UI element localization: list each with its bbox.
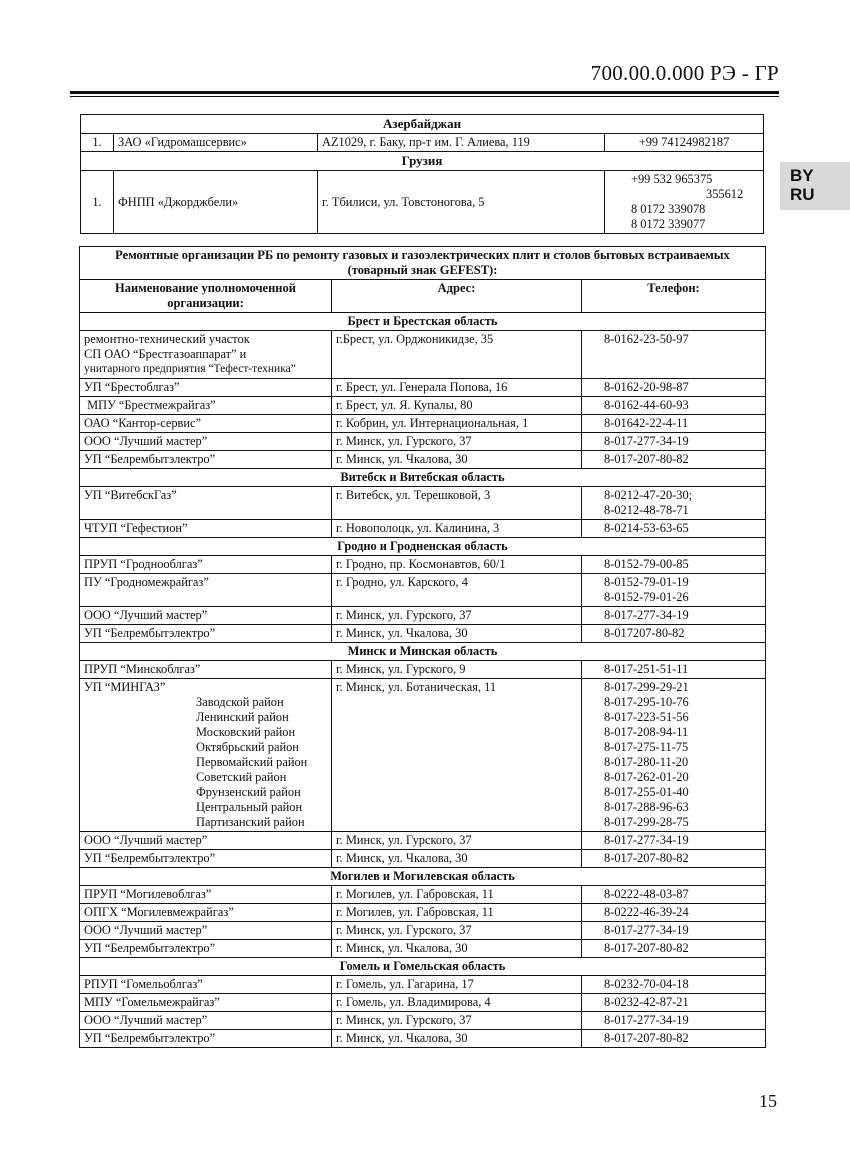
org-address: г. Минск, ул. Чкалова, 30: [332, 1030, 582, 1048]
table-row: [80, 331, 766, 379]
org-phone: 8-0162-23-50-97: [582, 331, 766, 379]
org-name: РПУП “Гомельоблгаз”: [80, 976, 332, 994]
org-address: г. Тбилиси, ул. Товстоногова, 5: [318, 171, 605, 234]
region-row: [80, 313, 766, 331]
table-title: Ремонтные организации РБ по ремонту газовых и газоэлектрических плит и столов бытовых встраиваемых (товарный знак GEFEST):: [80, 247, 766, 280]
org-name: УП “Белрембытэлектро”: [80, 625, 332, 643]
table-row: [80, 415, 766, 433]
table-row: [80, 922, 766, 940]
org-name: УП “ВитебскГаз”: [80, 487, 332, 520]
org-phone: 8-017-277-34-19: [582, 922, 766, 940]
country-name: Азербайджан: [81, 115, 764, 134]
phone-line: 8-017-280-11-20: [604, 755, 689, 769]
table-row: [81, 134, 764, 152]
table-row: [80, 850, 766, 868]
org-address: г. Витебск, ул. Терешковой, 3: [332, 487, 582, 520]
org-address: г. Минск, ул. Чкалова, 30: [332, 625, 582, 643]
header-rule-thick: [70, 91, 779, 94]
org-name: УП “Белрембытэлектро”: [80, 940, 332, 958]
org-name: ОАО “Кантор-сервис”: [80, 415, 332, 433]
table-row: [80, 520, 766, 538]
table-row: [80, 886, 766, 904]
org-phone: 8-017-207-80-82: [582, 850, 766, 868]
phone-line: +99 532 965375: [631, 172, 713, 186]
org-phone: 8-0152-79-00-85: [582, 556, 766, 574]
org-phone: [582, 487, 766, 520]
org-address: г. Минск, ул. Гурского, 37: [332, 922, 582, 940]
table-row: [80, 379, 766, 397]
org-name: УП “Брестоблгаз”: [80, 379, 332, 397]
org-name: ООО “Лучший мастер”: [80, 433, 332, 451]
org-address: AZ1029, г. Баку, пр-т им. Г. Алиева, 119: [318, 134, 605, 152]
table-row: [80, 487, 766, 520]
org-address: г. Минск, ул. Гурского, 37: [332, 832, 582, 850]
region-row: [80, 643, 766, 661]
org-phone: 8-017-277-34-19: [582, 832, 766, 850]
org-phone: 8-017-207-80-82: [582, 1030, 766, 1048]
org-address: г. Брест, ул. Генерала Попова, 16: [332, 379, 582, 397]
org-phone: 8-017-277-34-19: [582, 607, 766, 625]
table-header-row: [80, 280, 766, 313]
phone-line: 355612: [706, 187, 744, 201]
org-phones: [582, 679, 766, 832]
table-row: [80, 994, 766, 1012]
header-rule-thin: [70, 96, 779, 97]
org-name: ООО “Лучший мастер”: [80, 922, 332, 940]
org-name: ЗАО «Гидромашсервис»: [114, 134, 318, 152]
district: Ленинский район: [196, 710, 289, 724]
phone-line: 8-017-275-11-75: [604, 740, 689, 754]
org-address: г. Гродно, ул. Карского, 4: [332, 574, 582, 607]
phone-line: 8-0212-48-78-71: [604, 503, 689, 517]
org-address: г. Минск, ул. Гурского, 37: [332, 433, 582, 451]
region-row: [80, 868, 766, 886]
org-name: ОПГХ “Могилевмежрайгаз”: [80, 904, 332, 922]
region-name: Гродно и Гродненская область: [80, 538, 766, 556]
col-header-org: Наименование уполномоченной организации:: [80, 280, 332, 313]
org-address: г. Минск, ул. Гурского, 9: [332, 661, 582, 679]
org-name: ООО “Лучший мастер”: [80, 1012, 332, 1030]
region-row: [80, 538, 766, 556]
org-name: ПРУП “Минскоблгаз”: [80, 661, 332, 679]
country-row: [81, 152, 764, 171]
region-row: [80, 958, 766, 976]
org-address: г. Минск, ул. Гурского, 37: [332, 607, 582, 625]
org-title: УП “МИНГАЗ”: [84, 680, 166, 694]
district: Московский район: [196, 725, 296, 739]
region-row: [80, 469, 766, 487]
table-row: [80, 679, 766, 832]
phone-line: 8 0172 339077: [631, 217, 706, 231]
region-name: Брест и Брестская область: [80, 313, 766, 331]
phone-line: 8-017-223-51-56: [604, 710, 689, 724]
region-name: Гомель и Гомельская область: [80, 958, 766, 976]
col-header-phone: Телефон:: [582, 280, 766, 313]
district: Партизанский район: [196, 815, 305, 829]
district: Заводской район: [196, 695, 284, 709]
table-row: [80, 940, 766, 958]
org-name: МПУ “Гомельмежрайгаз”: [80, 994, 332, 1012]
phone-line: 8-017-299-28-75: [604, 815, 689, 829]
country-name: Грузия: [81, 152, 764, 171]
phone-line: 8-017-208-94-11: [604, 725, 689, 739]
table-row: [81, 171, 764, 234]
org-address: г. Новополоцк, ул. Калинина, 3: [332, 520, 582, 538]
org-phone: 8-0214-53-63-65: [582, 520, 766, 538]
col-header-address: Адрес:: [332, 280, 582, 313]
org-name: УП “Белрембытэлектро”: [80, 1030, 332, 1048]
table-row: [80, 832, 766, 850]
table-row: [80, 574, 766, 607]
table-row: [80, 607, 766, 625]
org-name: ПРУП “Гроднооблгаз”: [80, 556, 332, 574]
org-name: ЧТУП “Гефестион”: [80, 520, 332, 538]
phone-line: 8-017-255-01-40: [604, 785, 689, 799]
phone-line: 8-0212-47-20-30;: [604, 488, 693, 502]
phone-line: 8-017-288-96-63: [604, 800, 689, 814]
table-row: [80, 451, 766, 469]
table-row: [80, 904, 766, 922]
org-address: г. Гомель, ул. Владимирова, 4: [332, 994, 582, 1012]
document-code: 700.00.0.000 РЭ - ГР: [590, 61, 779, 85]
region-name: Витебск и Витебская область: [80, 469, 766, 487]
org-address: г. Брест, ул. Я. Купалы, 80: [332, 397, 582, 415]
org-address: г. Гродно, пр. Космонавтов, 60/1: [332, 556, 582, 574]
org-phone: 8-0232-42-87-21: [582, 994, 766, 1012]
phone-line: 8-017-299-29-21: [604, 680, 689, 694]
language-tab: [780, 162, 850, 210]
org-name: УП “Белрембытэлектро”: [80, 850, 332, 868]
org-phones: [605, 171, 764, 234]
table-title-row: [80, 247, 766, 280]
repair-organizations-table: [79, 246, 766, 1048]
region-name: Могилев и Могилевская область: [80, 868, 766, 886]
org-line: ремонтно-технический участок: [84, 332, 250, 346]
org-address: г. Минск, ул. Чкалова, 30: [332, 850, 582, 868]
org-address: г. Минск, ул. Чкалова, 30: [332, 940, 582, 958]
org-name: [80, 679, 332, 832]
row-number: 1.: [81, 171, 114, 234]
org-phone: 8-017-277-34-19: [582, 433, 766, 451]
row-number: 1.: [81, 134, 114, 152]
district: Октябрьский район: [196, 740, 299, 754]
org-address: г. Минск, ул. Ботаническая, 11: [332, 679, 582, 832]
district: Первомайский район: [196, 755, 308, 769]
org-line: СП ОАО “Брестгазоаппарат” и: [84, 347, 247, 361]
table-row: [80, 556, 766, 574]
table-row: [80, 625, 766, 643]
district: Фрунзенский район: [196, 785, 301, 799]
org-phone: 8-017-251-51-11: [582, 661, 766, 679]
phone-line: 8-017-295-10-76: [604, 695, 689, 709]
org-phone: 8-017-277-34-19: [582, 1012, 766, 1030]
org-phone: 8-0222-48-03-87: [582, 886, 766, 904]
page-number: 15: [759, 1091, 777, 1111]
country-row: [81, 115, 764, 134]
org-name: УП “Белрембытэлектро”: [80, 451, 332, 469]
org-address: г. Могилев, ул. Габровская, 11: [332, 886, 582, 904]
table-row: [80, 976, 766, 994]
district: Советский район: [196, 770, 287, 784]
org-phone: +99 74124982187: [605, 134, 764, 152]
org-address: г. Минск, ул. Чкалова, 30: [332, 451, 582, 469]
org-name: ПРУП “Могилевоблгаз”: [80, 886, 332, 904]
org-name: ООО “Лучший мастер”: [80, 607, 332, 625]
table-row: [80, 433, 766, 451]
org-phone: 8-017207-80-82: [582, 625, 766, 643]
org-name: ПУ “Гродномежрайгаз”: [80, 574, 332, 607]
org-phone: 8-01642-22-4-11: [582, 415, 766, 433]
table-row: [80, 397, 766, 415]
foreign-service-table: [80, 114, 764, 234]
phone-line: 8 0172 339078: [631, 202, 706, 216]
org-name: [80, 331, 332, 379]
org-name: ООО “Лучший мастер”: [80, 832, 332, 850]
org-phone: [582, 574, 766, 607]
lang-by: BY: [790, 166, 814, 185]
table-row: [80, 1030, 766, 1048]
org-address: г. Кобрин, ул. Интернациональная, 1: [332, 415, 582, 433]
org-phone: 8-0162-20-98-87: [582, 379, 766, 397]
lang-ru: RU: [790, 185, 815, 204]
org-address: г. Гомель, ул. Гагарина, 17: [332, 976, 582, 994]
org-line: унитарного предприятия “Тефест-техника”: [84, 363, 296, 375]
org-address: г. Минск, ул. Гурского, 37: [332, 1012, 582, 1030]
org-phone: 8-017-207-80-82: [582, 940, 766, 958]
org-phone: 8-0232-70-04-18: [582, 976, 766, 994]
org-address: г. Могилев, ул. Габровская, 11: [332, 904, 582, 922]
org-name: ФНПП «Джорджбели»: [114, 171, 318, 234]
org-address: г.Брест, ул. Орджоникидзе, 35: [332, 331, 582, 379]
phone-line: 8-0152-79-01-19: [604, 575, 689, 589]
org-phone: 8-0162-44-60-93: [582, 397, 766, 415]
org-phone: 8-017-207-80-82: [582, 451, 766, 469]
table-row: [80, 1012, 766, 1030]
district: Центральный район: [196, 800, 303, 814]
org-name: МПУ “Брестмежрайгаз”: [80, 397, 332, 415]
phone-line: 8-0152-79-01-26: [604, 590, 689, 604]
org-phone: 8-0222-46-39-24: [582, 904, 766, 922]
phone-line: 8-017-262-01-20: [604, 770, 689, 784]
region-name: Минск и Минская область: [80, 643, 766, 661]
table-row: [80, 661, 766, 679]
